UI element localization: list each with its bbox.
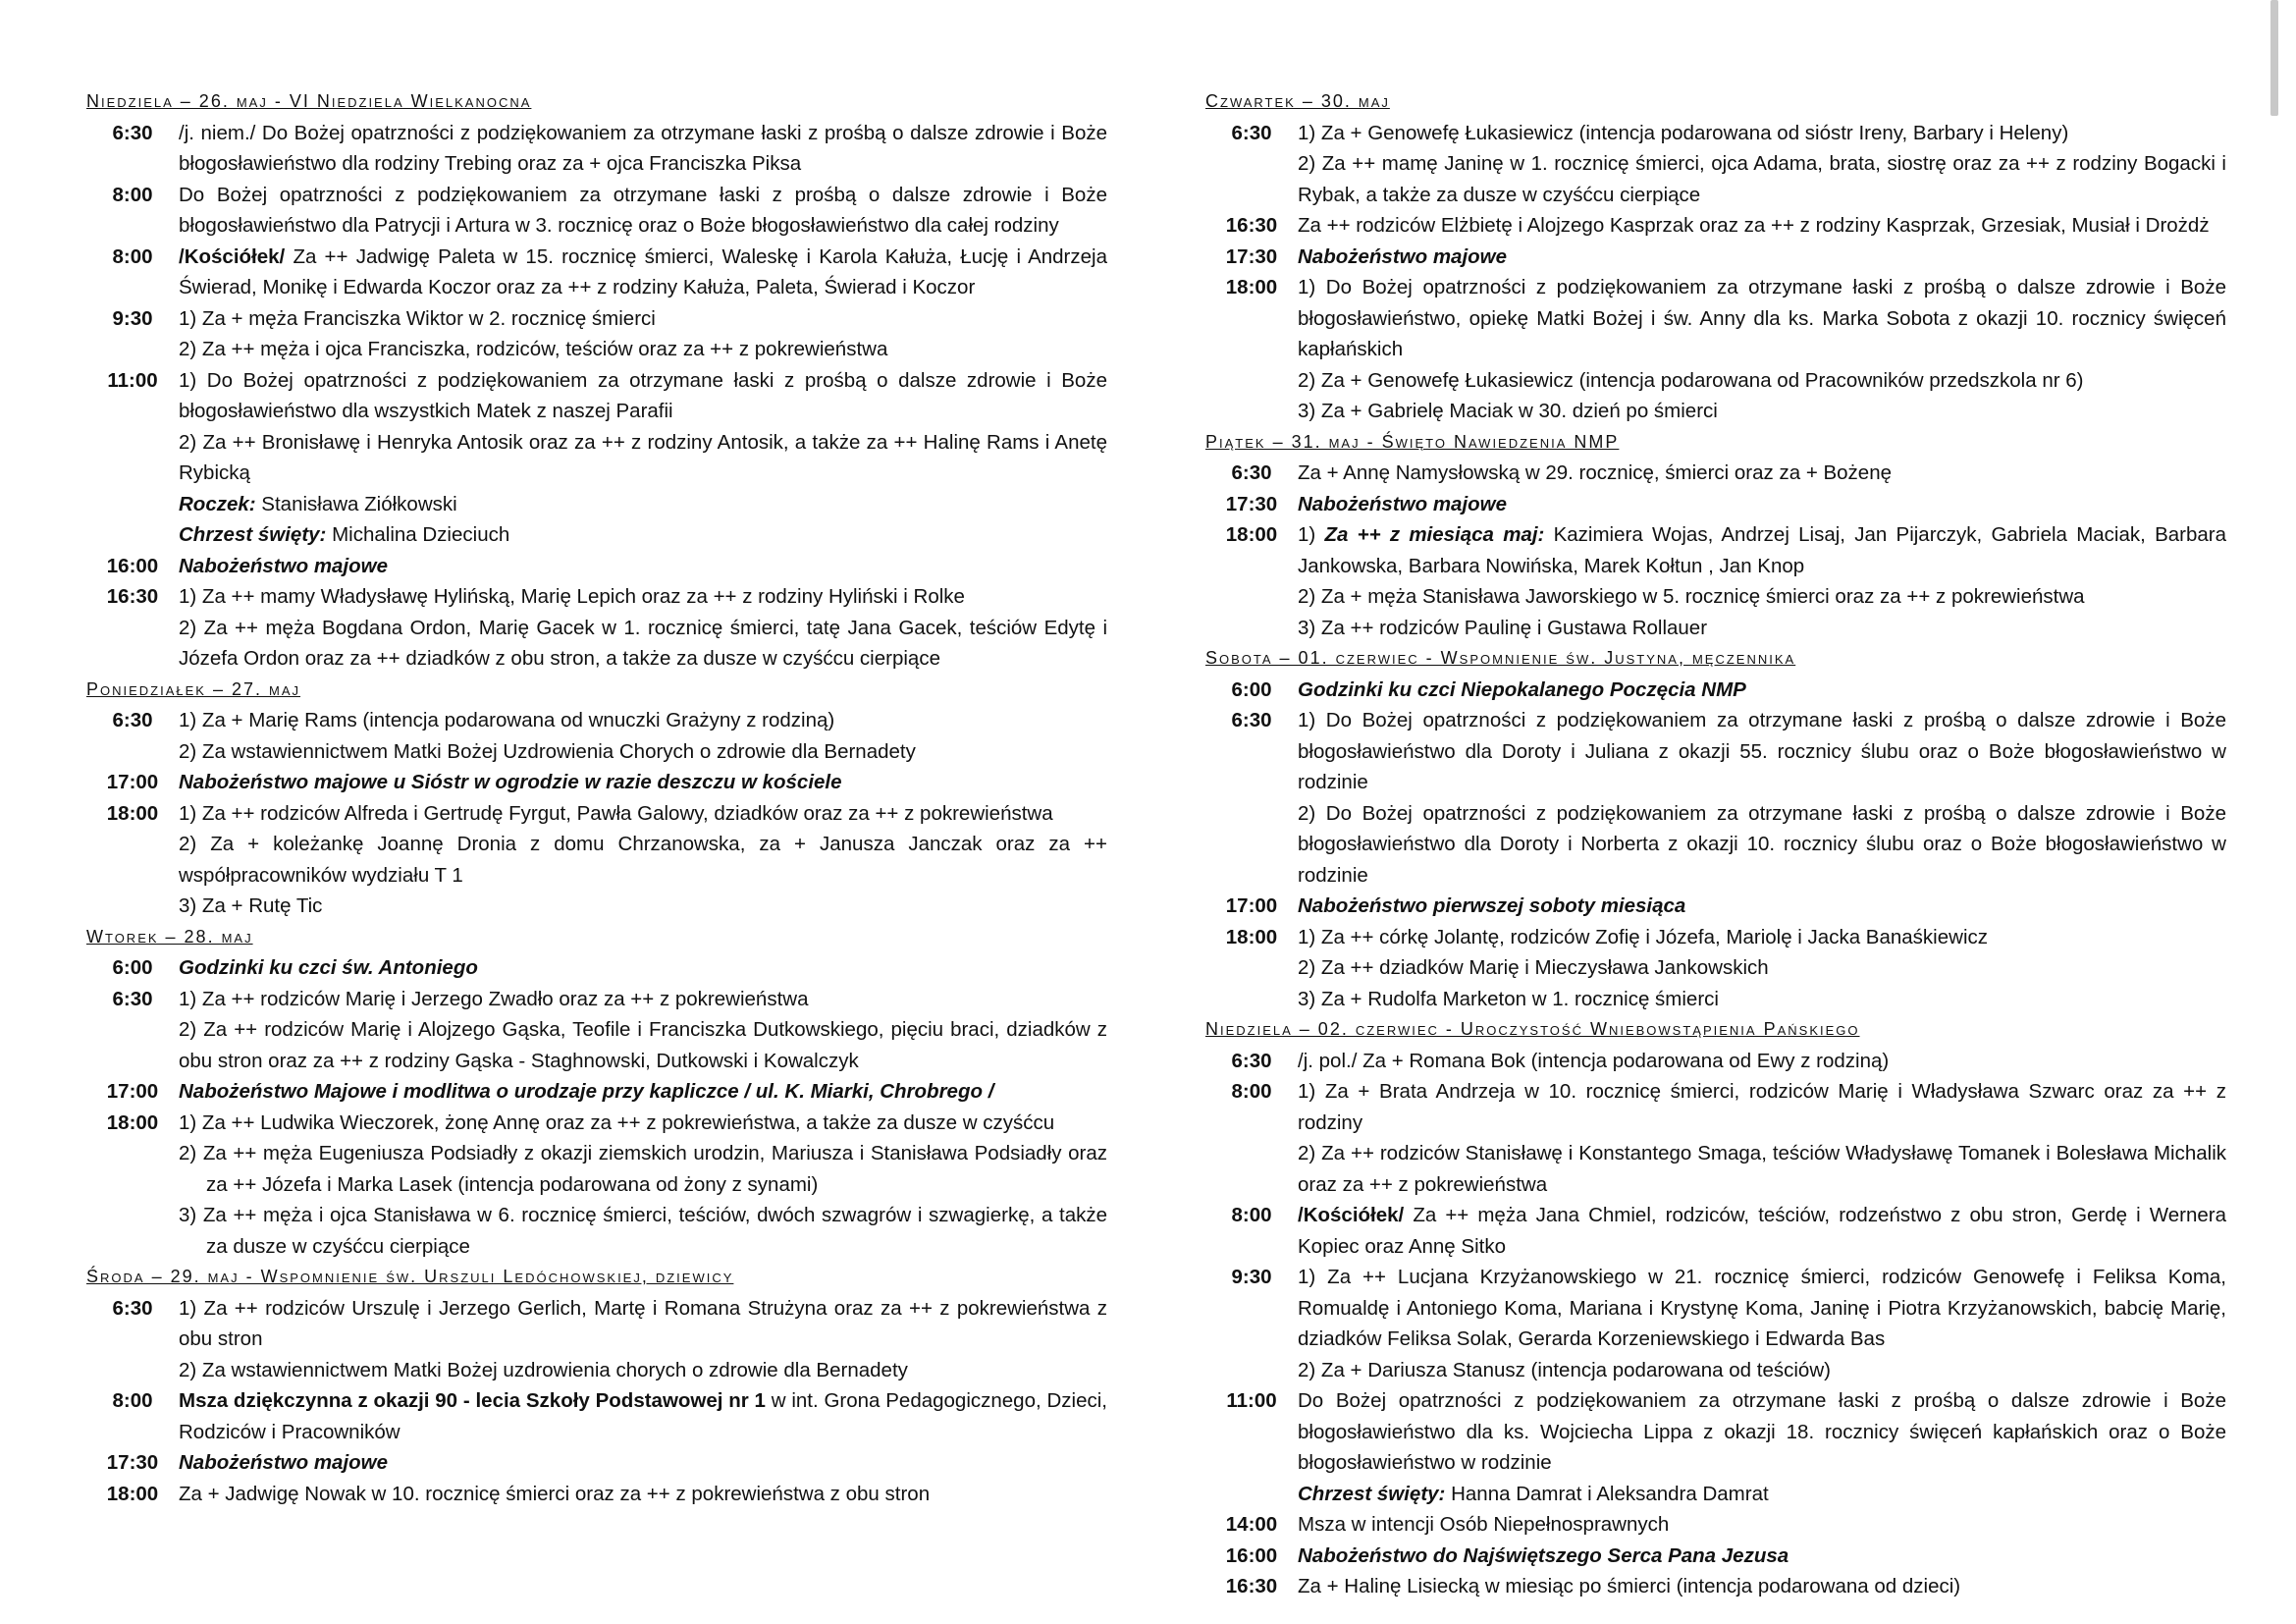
- mass-intention: [179, 1200, 1107, 1262]
- intention-text: 2) Za ++ Bronisławę i Henryka Antosik oraz za ++ z rodziny Antosik, a także za ++ Halinę Rams i Anetę Rybicką: [179, 430, 1107, 484]
- mass-time: 6:30: [1231, 1049, 1272, 1072]
- mass-intention: [1298, 1509, 2226, 1541]
- mass-entry: [1205, 1385, 2226, 1479]
- mass-intention: [179, 1479, 1107, 1510]
- mass-intention: [179, 767, 1107, 798]
- mass-intention: [179, 829, 1107, 891]
- mass-time: [1205, 1138, 1298, 1200]
- mass-intention: [179, 798, 1107, 830]
- intention-text: 1) Za ++ Ludwika Wieczorek, żonę Annę oraz za ++ z pokrewieństwa, a także za dusze w czyśćcu: [179, 1110, 1055, 1134]
- emphasis-text: Godzinki ku czci Niepokalanego Poczęcia NMP: [1298, 677, 1746, 701]
- intention-text: w int. Grona Pedagogicznego, Dzieci, Rodziców i Pracowników: [179, 1389, 1107, 1443]
- mass-entry: [86, 118, 1107, 180]
- mass-time: 17:30: [1225, 492, 1278, 515]
- mass-intention: [179, 180, 1107, 242]
- intention-text: Kazimiera Wojas, Andrzej Lisaj, Jan Pijarczyk, Gabriela Maciak, Barbara Jankowska, Barbara Nowińska, Marek Kołtun , Jan Knop: [1298, 523, 2226, 577]
- mass-entry: [86, 1385, 1107, 1447]
- mass-intention: [1298, 1355, 2226, 1386]
- mass-time: 16:00: [106, 554, 159, 577]
- mass-intention: [1298, 1046, 2226, 1077]
- mass-intention: [1298, 365, 2226, 397]
- mass-time: [1205, 613, 1298, 644]
- mass-entry: [86, 613, 1107, 675]
- mass-time: 18:00: [106, 1110, 159, 1134]
- mass-entry: [1205, 458, 2226, 489]
- mass-entry: [1205, 1571, 2226, 1602]
- intention-text: Do Bożej opatrzności z podziękowaniem za otrzymane łaski z prośbą o dalsze zdrowie i Boże błogosławieństwo dla ks. Wojciecha Lippa z okazji 18. rocznicy święceń kapłańskich oraz o Boże błogosławieństwo w rodzinie: [1298, 1389, 2226, 1474]
- mass-intention: [179, 1108, 1107, 1139]
- intention-text: Stanisława Ziółkowski: [255, 492, 457, 515]
- mass-time: 6:00: [112, 956, 153, 979]
- mass-time: 9:30: [1231, 1266, 1272, 1288]
- mass-time: 17:30: [106, 1451, 159, 1474]
- mass-time: 18:00: [1225, 276, 1278, 298]
- emphasis-text: Nabożeństwo majowe: [1298, 492, 1508, 515]
- intention-text: Za + Halinę Lisiecką w miesiąc po śmierci (intencja podarowana od dzieci): [1298, 1575, 1961, 1597]
- intention-text: 2) Za ++ męża Bogdana Ordon, Marię Gacek w 1. rocznicę śmierci, tatę Jana Gacek, teściów Edytę i Józefa Ordon oraz za ++ dziadków z obu stron, a także za dusze w czyśćcu cierpiące: [179, 616, 1107, 670]
- mass-intention: [1298, 489, 2226, 520]
- mass-entry: [1205, 519, 2226, 581]
- mass-time: [86, 1138, 179, 1200]
- emphasis-text: Chrzest święty:: [179, 523, 327, 546]
- mass-entry: [86, 242, 1107, 303]
- intention-text: 1) Za ++ rodziców Urszulę i Jerzego Gerlich, Martę i Romana Strużyna oraz za ++ z pokrewieństwa z obu stron: [179, 1296, 1107, 1350]
- day-heading: Niedziela – 02. czerwiec - Uroczystość Wniebowstąpienia Pańskiego: [1205, 1019, 1860, 1039]
- mass-time: 6:30: [112, 987, 153, 1010]
- mass-intention: [179, 613, 1107, 675]
- mass-entry: [1205, 952, 2226, 984]
- mass-entry: [86, 303, 1107, 335]
- emphasis-text: Nabożeństwo do Najświętszego Serca Pana Jezusa: [1298, 1543, 1789, 1567]
- intention-text: Za ++ Jadwigę Paleta w 15. rocznicę śmierci, Waleskę i Karola Kałuża, Łucję i Andrzeja Świerad, Monikę i Edwarda Koczor oraz za ++ z rodziny Kałuża, Paleta, Świerad i Koczor: [179, 244, 1107, 298]
- mass-time: [1205, 148, 1298, 210]
- emphasis-text: Nabożeństwo majowe: [1298, 244, 1508, 268]
- emphasis-text: Nabożeństwo Majowe i modlitwa o urodzaje przy kapliczce / ul. K. Miarki, Chrobrego /: [179, 1080, 994, 1103]
- mass-time: 17:30: [1225, 244, 1278, 268]
- mass-entry: [86, 334, 1107, 365]
- mass-time: [86, 427, 179, 489]
- mass-entry: [1205, 581, 2226, 613]
- emphasis-text: Nabożeństwo majowe: [179, 1451, 389, 1474]
- mass-intention: [1298, 984, 2226, 1015]
- intention-text: Michalina Dzieciuch: [326, 523, 510, 546]
- mass-entry: [1205, 1479, 2226, 1510]
- mass-time: [1205, 952, 1298, 984]
- mass-time: 11:00: [1226, 1389, 1277, 1412]
- mass-intention: [179, 519, 1107, 551]
- intention-text: 2) Za + męża Stanisława Jaworskiego w 5. rocznicę śmierci oraz za ++ z pokrewieństwa: [1298, 585, 2085, 608]
- mass-time: [86, 1200, 179, 1262]
- emphasis-text: Godzinki ku czci św. Antoniego: [179, 956, 478, 979]
- mass-intention: [1298, 1541, 2226, 1572]
- intention-text: Do Bożej opatrzności z podziękowaniem za otrzymane łaski z prośbą o dalsze zdrowie i Boże błogosławieństwo dla Patrycji i Artura w 3. rocznicę oraz o Boże błogosławieństwo dla całej rodziny: [179, 183, 1107, 237]
- mass-entry: [86, 551, 1107, 582]
- emphasis-text: Nabożeństwo majowe: [179, 554, 389, 577]
- mass-intention: [1298, 798, 2226, 892]
- mass-intention: [179, 1447, 1107, 1479]
- mass-time: [86, 736, 179, 768]
- mass-time: [1205, 396, 1298, 427]
- scrollbar[interactable]: [2270, 0, 2278, 116]
- mass-entry: [1205, 210, 2226, 242]
- mass-entry: [86, 829, 1107, 891]
- day-heading: Poniedziałek – 27. maj: [86, 678, 301, 699]
- intention-text: Za ++ rodziców Elżbietę i Alojzego Kasprzak oraz za ++ z rodziny Kasprzak, Grzesiak, Musiał i Drożdż: [1298, 214, 2210, 237]
- mass-entry: [1205, 984, 2226, 1015]
- intention-text: 1) Za ++ mamy Władysławę Hylińską, Marię Lepich oraz za ++ z rodziny Hyliński i Rolke: [179, 585, 965, 608]
- mass-entry: [1205, 1262, 2226, 1355]
- mass-time: 16:00: [1225, 1543, 1278, 1567]
- mass-entry: [86, 1108, 1107, 1139]
- intention-text: Za ++ męża Jana Chmiel, rodziców, teściów, rodzeństwo z obu stron, Gerdę i Wernera Kopiec oraz Annę Sitko: [1298, 1204, 2226, 1258]
- intention-text: 3) Za + Rutę Tic: [179, 894, 323, 917]
- mass-intention: [179, 489, 1107, 520]
- mass-intention: [179, 365, 1107, 427]
- mass-intention: [179, 1014, 1107, 1076]
- mass-time: 17:00: [106, 1080, 159, 1103]
- intention-text: 1) Za ++ Lucjana Krzyżanowskiego w 21. rocznicę śmierci, rodziców Genowefę i Feliksa Koma, Romualdę i Antoniego Koma, Mariana i Krystynę Koma, Janinę i Piotra Krzyżanowskich, babcię Marię, dziadków Feliksa Solak, Gerarda Korzeniewskiego i Edwarda Bas: [1298, 1266, 2226, 1350]
- mass-time: 8:00: [112, 1389, 153, 1412]
- mass-time: 6:30: [1231, 709, 1272, 731]
- mass-entry: [86, 1293, 1107, 1355]
- mass-intention: [1298, 581, 2226, 613]
- mass-entry: [1205, 489, 2226, 520]
- day-heading: Sobota – 01. czerwiec - Wspomnienie św. Justyna, męczennika: [1205, 648, 1796, 668]
- mass-entry: [1205, 798, 2226, 892]
- mass-entry: [86, 705, 1107, 736]
- mass-time: [1205, 984, 1298, 1015]
- mass-time: 18:00: [106, 801, 159, 825]
- mass-entry: [1205, 1138, 2226, 1200]
- intention-text: 1) Do Bożej opatrzności z podziękowaniem za otrzymane łaski z prośbą o dalsze zdrowie i Boże błogosławieństwo dla Doroty i Juliana z okazji 55. rocznicy ślubu oraz o Boże błogosławieństwo w rodzinie: [1298, 709, 2226, 793]
- mass-time: [86, 613, 179, 675]
- mass-intention: [1298, 952, 2226, 984]
- day-heading: Niedziela – 26. maj - VI Niedziela Wielkanocna: [86, 91, 532, 111]
- left-column: [86, 86, 1107, 1509]
- mass-time: 6:00: [1231, 677, 1272, 701]
- mass-entry: [86, 180, 1107, 242]
- emphasis-text: Nabożeństwo majowe u Sióstr w ogrodzie w razie deszczu w kościele: [179, 771, 842, 793]
- intention-text: Msza w intencji Osób Niepełnosprawnych: [1298, 1513, 1670, 1536]
- mass-intention: [1298, 1262, 2226, 1355]
- mass-intention: [1298, 922, 2226, 953]
- intention-text: 2) Za ++ męża Eugeniusza Podsiadły z okazji ziemskich urodzin, Mariusza i Stanisława Podsiadły oraz za ++ Józefa i Marka Lasek (intencja podarowana od żony z synami): [179, 1142, 1107, 1196]
- mass-time: [1205, 365, 1298, 397]
- mass-entry: [1205, 148, 2226, 210]
- mass-entry: [86, 1479, 1107, 1510]
- emphasis-text: /Kościółek/: [1298, 1204, 1405, 1226]
- mass-entry: [86, 736, 1107, 768]
- mass-intention: [179, 1385, 1107, 1447]
- mass-entry: [86, 365, 1107, 427]
- mass-time: [86, 829, 179, 891]
- mass-intention: [1298, 396, 2226, 427]
- mass-intention: [1298, 118, 2226, 149]
- mass-entry: [1205, 705, 2226, 798]
- mass-intention: [1298, 675, 2226, 706]
- mass-intention: [1298, 1200, 2226, 1262]
- intention-text: 3) Za ++ rodziców Paulinę i Gustawa Rollauer: [1298, 616, 1708, 639]
- mass-intention: [179, 984, 1107, 1015]
- intention-text: 2) Za ++ dziadków Marię i Mieczysława Jankowskich: [1298, 956, 1769, 979]
- mass-intention: [1298, 242, 2226, 273]
- intention-text: 2) Za + koleżankę Joannę Dronia z domu Chrzanowska, za + Janusza Janczak oraz za ++ współpracowników wydziału T 1: [179, 833, 1107, 887]
- emphasis-text: Chrzest święty:: [1298, 1482, 1446, 1505]
- mass-time: [86, 519, 179, 551]
- intention-text: Hanna Damrat i Aleksandra Damrat: [1445, 1482, 1769, 1505]
- emphasis-text: Roczek:: [179, 492, 256, 515]
- mass-time: 16:30: [1225, 1575, 1278, 1597]
- intention-text: 2) Do Bożej opatrzności z podziękowaniem za otrzymane łaski z prośbą o dalsze zdrowie i Boże błogosławieństwo dla Doroty i Norberta z okazji 10. rocznicy ślubu oraz o Boże błogosławieństwo w rodzinie: [1298, 801, 2226, 887]
- mass-time: 6:30: [112, 1296, 153, 1320]
- intention-text: 1) Za + Marię Rams (intencja podarowana od wnuczki Grażyny z rodziną): [179, 709, 835, 731]
- intention-text: 1): [1298, 523, 1325, 546]
- mass-intention: [179, 334, 1107, 365]
- mass-intention: [179, 581, 1107, 613]
- mass-entry: [86, 427, 1107, 489]
- mass-time: 6:30: [1231, 461, 1272, 484]
- mass-intention: [1298, 891, 2226, 922]
- intention-text: 3) Za + Gabrielę Maciak w 30. dzień po śmierci: [1298, 400, 1718, 422]
- mass-entry: [86, 1014, 1107, 1076]
- mass-intention: [179, 952, 1107, 984]
- emphasis-text: /Kościółek/: [179, 244, 286, 268]
- mass-entry: [1205, 242, 2226, 273]
- mass-intention: [1298, 613, 2226, 644]
- intention-text: 1) Za + Brata Andrzeja w 10. rocznicę śmierci, rodziców Marię i Władysława Szwarc oraz za ++ z rodziny: [1298, 1080, 2226, 1134]
- mass-entry: [1205, 396, 2226, 427]
- intention-text: 1) Za ++ rodziców Marię i Jerzego Zwadło oraz za ++ z pokrewieństwa: [179, 987, 809, 1010]
- mass-entry: [86, 1076, 1107, 1108]
- mass-entry: [1205, 1200, 2226, 1262]
- intention-text: 1) Do Bożej opatrzności z podziękowaniem za otrzymane łaski z prośbą o dalsze zdrowie i Boże błogosławieństwo dla wszystkich Matek z naszej Parafii: [179, 368, 1107, 422]
- mass-intention: [179, 1076, 1107, 1108]
- mass-time: 8:00: [1231, 1204, 1272, 1226]
- mass-intention: [179, 118, 1107, 180]
- intention-text: 3) Za ++ męża i ojca Stanisława w 6. rocznicę śmierci, teściów, dwóch szwagrów i szwagierkę, a także za dusze w czyśćcu cierpiące: [179, 1204, 1107, 1258]
- mass-time: 17:00: [106, 771, 159, 793]
- mass-intention: [1298, 519, 2226, 581]
- mass-time: 18:00: [1225, 925, 1278, 948]
- intention-text: 1) Za + męża Franciszka Wiktor w 2. rocznicę śmierci: [179, 306, 656, 330]
- mass-intention: [179, 736, 1107, 768]
- mass-entry: [86, 1447, 1107, 1479]
- mass-intention: [1298, 705, 2226, 798]
- mass-time: 18:00: [106, 1482, 159, 1505]
- mass-time: 8:00: [1231, 1080, 1272, 1103]
- mass-time: [86, 1014, 179, 1076]
- mass-time: [1205, 1479, 1298, 1510]
- intention-text: Za + Annę Namysłowską w 29. rocznicę, śmierci oraz za + Bożenę: [1298, 461, 1893, 484]
- emphasis-text: Nabożeństwo pierwszej soboty miesiąca: [1298, 894, 1686, 917]
- mass-entry: [1205, 365, 2226, 397]
- intention-text: 1) Do Bożej opatrzności z podziękowaniem za otrzymane łaski z prośbą o dalsze zdrowie i Boże błogosławieństwo, opiekę Matki Bożej i św. Anny dla ks. Marka Sobota z okazji 10. rocznicy święceń kapłańskich: [1298, 276, 2226, 360]
- mass-intention: [179, 705, 1107, 736]
- intention-text: 2) Za + Genowefę Łukasiewicz (intencja podarowana od Pracowników przedszkola nr 6): [1298, 368, 2084, 392]
- day-heading: Środa – 29. maj - Wspomnienie św. Urszuli Ledóchowskiej, dziewicy: [86, 1267, 734, 1286]
- mass-entry: [1205, 1076, 2226, 1138]
- mass-entry: [1205, 675, 2226, 706]
- mass-intention: [1298, 1571, 2226, 1602]
- mass-entry: [86, 767, 1107, 798]
- mass-intention: [1298, 1138, 2226, 1200]
- intention-text: 2) Za wstawiennictwem Matki Bożej uzdrowienia chorych o zdrowie dla Bernadety: [179, 1358, 908, 1381]
- mass-entry: [86, 1200, 1107, 1262]
- mass-intention: [179, 303, 1107, 335]
- mass-intention: [179, 1138, 1107, 1200]
- intention-text: /j. niem./ Do Bożej opatrzności z podziękowaniem za otrzymane łaski z prośbą o dalsze zdrowie i Boże błogosławieństwo dla rodziny Trebing oraz za + ojca Franciszka Piksa: [179, 121, 1107, 175]
- mass-entry: [86, 984, 1107, 1015]
- mass-time: [86, 334, 179, 365]
- mass-entry: [86, 952, 1107, 984]
- mass-time: 9:30: [112, 306, 153, 330]
- mass-time: 17:00: [1225, 894, 1278, 917]
- mass-time: [1205, 581, 1298, 613]
- intention-text: Za + Jadwigę Nowak w 10. rocznicę śmierci oraz za ++ z pokrewieństwa z obu stron: [179, 1482, 931, 1505]
- mass-time: [1205, 798, 1298, 892]
- mass-intention: [1298, 1076, 2226, 1138]
- mass-entry: [1205, 1509, 2226, 1541]
- mass-entry: [1205, 1046, 2226, 1077]
- mass-time: 6:30: [112, 709, 153, 731]
- mass-entry: [1205, 1355, 2226, 1386]
- intention-text: 2) Za + Dariusza Stanusz (intencja podarowana od teściów): [1298, 1358, 1831, 1381]
- mass-time: [86, 489, 179, 520]
- mass-entry: [1205, 118, 2226, 149]
- intention-text: 2) Za ++ rodziców Marię i Alojzego Gąska, Teofile i Franciszka Dutkowskiego, pięciu braci, dziadków z obu stron oraz za ++ z rodziny Gąska - Staghnowski, Dutkowski i Kowalczyk: [179, 1018, 1107, 1072]
- mass-time: 18:00: [1225, 523, 1278, 546]
- mass-entry: [86, 798, 1107, 830]
- intention-text: 1) Za + Genowefę Łukasiewicz (intencja podarowana od sióstr Ireny, Barbary i Heleny): [1298, 121, 2069, 144]
- mass-entry: [1205, 613, 2226, 644]
- mass-time: 11:00: [107, 368, 158, 392]
- mass-intention: [179, 1293, 1107, 1355]
- mass-intention: [1298, 148, 2226, 210]
- mass-intention: [179, 891, 1107, 922]
- mass-entry: [86, 1355, 1107, 1386]
- day-heading: Czwartek – 30. maj: [1205, 91, 1390, 111]
- mass-intention: [179, 427, 1107, 489]
- mass-time: [1205, 1355, 1298, 1386]
- intention-text: 2) Za ++ mamę Janinę w 1. rocznicę śmierci, ojca Adama, brata, siostrę oraz za ++ z rodziny Bogacki i Rybak, a także za dusze w czyśćcu cierpiące: [1298, 152, 2226, 206]
- right-column: [1205, 86, 2226, 1602]
- mass-entry: [86, 1138, 1107, 1200]
- mass-time: [86, 891, 179, 922]
- intention-text: 3) Za + Rudolfa Marketon w 1. rocznicę śmierci: [1298, 987, 1719, 1010]
- emphasis-text: Za ++ z miesiąca maj:: [1324, 523, 1545, 546]
- intention-text: 1) Za ++ córkę Jolantę, rodziców Zofię i Józefa, Mariolę i Jacka Banaśkiewicz: [1298, 925, 1988, 948]
- intention-text: 2) Za ++ rodziców Stanisławę i Konstantego Smaga, teściów Władysławę Tomanek i Bolesława Michalik oraz za ++ z pokrewieństwa: [1298, 1142, 2226, 1196]
- mass-time: 16:30: [1225, 214, 1278, 237]
- mass-time: 6:30: [112, 121, 153, 144]
- mass-entry: [1205, 891, 2226, 922]
- mass-entry: [1205, 272, 2226, 365]
- mass-entry: [86, 891, 1107, 922]
- mass-time: 8:00: [112, 183, 153, 206]
- mass-intention: [1298, 272, 2226, 365]
- mass-intention: [1298, 458, 2226, 489]
- intention-text: 1) Za ++ rodziców Alfreda i Gertrudę Fyrgut, Pawła Galowy, dziadków oraz za ++ z pokrewieństwa: [179, 801, 1053, 825]
- mass-entry: [1205, 922, 2226, 953]
- intention-text: 2) Za wstawiennictwem Matki Bożej Uzdrowienia Chorych o zdrowie dla Bernadety: [179, 739, 916, 763]
- mass-time: 14:00: [1225, 1513, 1278, 1536]
- mass-entry: [86, 489, 1107, 520]
- intention-text: 2) Za ++ męża i ojca Franciszka, rodziców, teściów oraz za ++ z pokrewieństwa: [179, 338, 888, 360]
- intention-text: /j. pol./ Za + Romana Bok (intencja podarowana od Ewy z rodziną): [1298, 1049, 1890, 1072]
- mass-intention: [1298, 210, 2226, 242]
- mass-intention: [179, 242, 1107, 303]
- mass-time: 6:30: [1231, 121, 1272, 144]
- emphasis-text: Msza dziękczynna z okazji 90 - lecia Szkoły Podstawowej nr 1: [179, 1389, 766, 1412]
- day-heading: Wtorek – 28. maj: [86, 926, 253, 947]
- mass-intention: [1298, 1385, 2226, 1479]
- mass-entry: [86, 519, 1107, 551]
- mass-time: [86, 1355, 179, 1386]
- mass-time: 16:30: [106, 585, 159, 608]
- mass-intention: [179, 551, 1107, 582]
- mass-time: 8:00: [112, 244, 153, 268]
- mass-entry: [86, 581, 1107, 613]
- day-heading: Piątek – 31. maj - Święto Nawiedzenia NMP: [1205, 431, 1620, 452]
- mass-entry: [1205, 1541, 2226, 1572]
- mass-intention: [179, 1355, 1107, 1386]
- mass-intention: [1298, 1479, 2226, 1510]
